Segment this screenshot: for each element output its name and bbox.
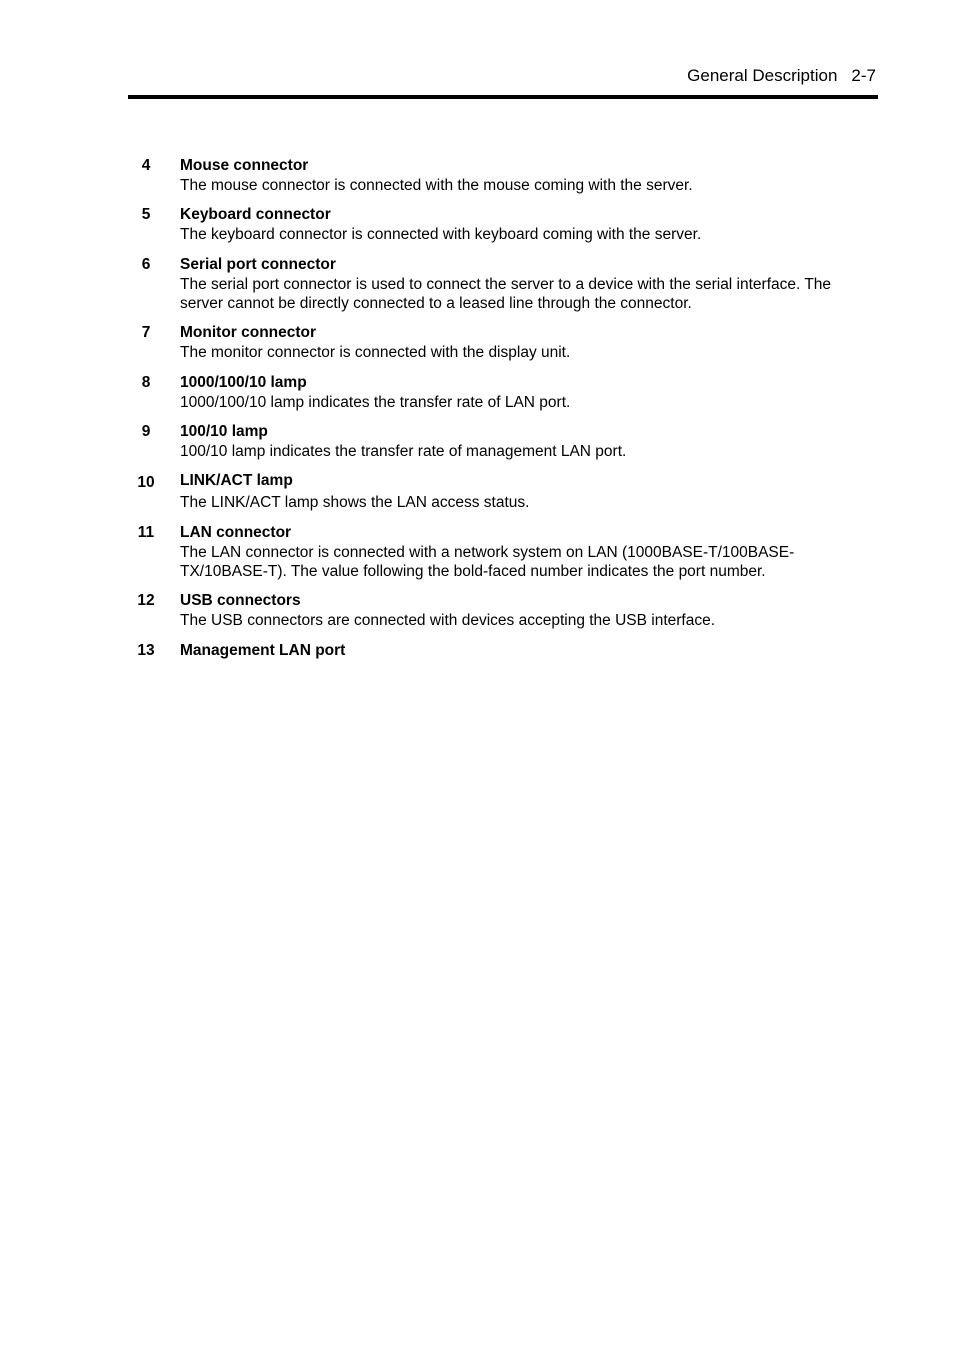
item-title: USB connectors (180, 592, 301, 609)
item-body (180, 422, 882, 461)
item-body (180, 255, 882, 314)
item-title: Monitor connector (180, 324, 317, 341)
item-number: 6 (141, 256, 151, 273)
item-description: The LINK/ACT lamp shows the LAN access status. (180, 493, 530, 511)
item-number: 7 (141, 324, 151, 341)
item-title: Management LAN port (180, 642, 346, 659)
item-body (180, 323, 882, 362)
item-description: The monitor connector is connected with the display unit. (180, 343, 571, 361)
item-body (180, 156, 882, 195)
item-body (180, 205, 882, 244)
item-body (180, 641, 882, 661)
item-number: 12 (137, 592, 155, 609)
item-number: 11 (137, 524, 155, 541)
item-body (180, 591, 882, 630)
item-description-line: TX/10BASE-T). The value following the bold-faced number indicates the port number. (180, 563, 766, 580)
item-title: Serial port connector (180, 256, 336, 273)
item-number: 4 (141, 157, 151, 174)
item-description-line: server cannot be directly connected to a leased line through the connector. (180, 295, 692, 312)
item-description: The USB connectors are connected with devices accepting the USB interface. (180, 611, 716, 629)
item-description: 1000/100/10 lamp indicates the transfer rate of LAN port. (180, 393, 571, 411)
item-title: LINK/ACT lamp (180, 472, 293, 489)
item-body (180, 523, 882, 582)
item-number: 13 (137, 642, 155, 659)
item-title: Mouse connector (180, 157, 309, 174)
item-title: Keyboard connector (180, 206, 331, 223)
item-description-line: The serial port connector is used to connect the server to a device with the serial interface. The (180, 275, 832, 293)
item-number: 9 (141, 423, 151, 440)
item-body (180, 471, 882, 512)
item-number: 5 (141, 206, 151, 223)
page-number: 2-7 (851, 66, 876, 85)
item-description: The keyboard connector is connected with keyboard coming with the server. (180, 225, 702, 243)
item-number: 10 (137, 474, 155, 491)
item-description: The mouse connector is connected with the mouse coming with the server. (180, 176, 693, 194)
item-description-line: The LAN connector is connected with a network system on LAN (1000BASE-T/100BASE- (180, 543, 795, 561)
item-body (180, 373, 882, 412)
item-number: 8 (141, 374, 151, 391)
item-title: LAN connector (180, 524, 292, 541)
header-rule (128, 95, 878, 99)
item-title: 1000/100/10 lamp (180, 374, 307, 391)
section-title: General Description (687, 66, 838, 85)
running-header (128, 66, 878, 86)
item-title: 100/10 lamp (180, 423, 268, 440)
item-description: 100/10 lamp indicates the transfer rate of management LAN port. (180, 442, 627, 460)
